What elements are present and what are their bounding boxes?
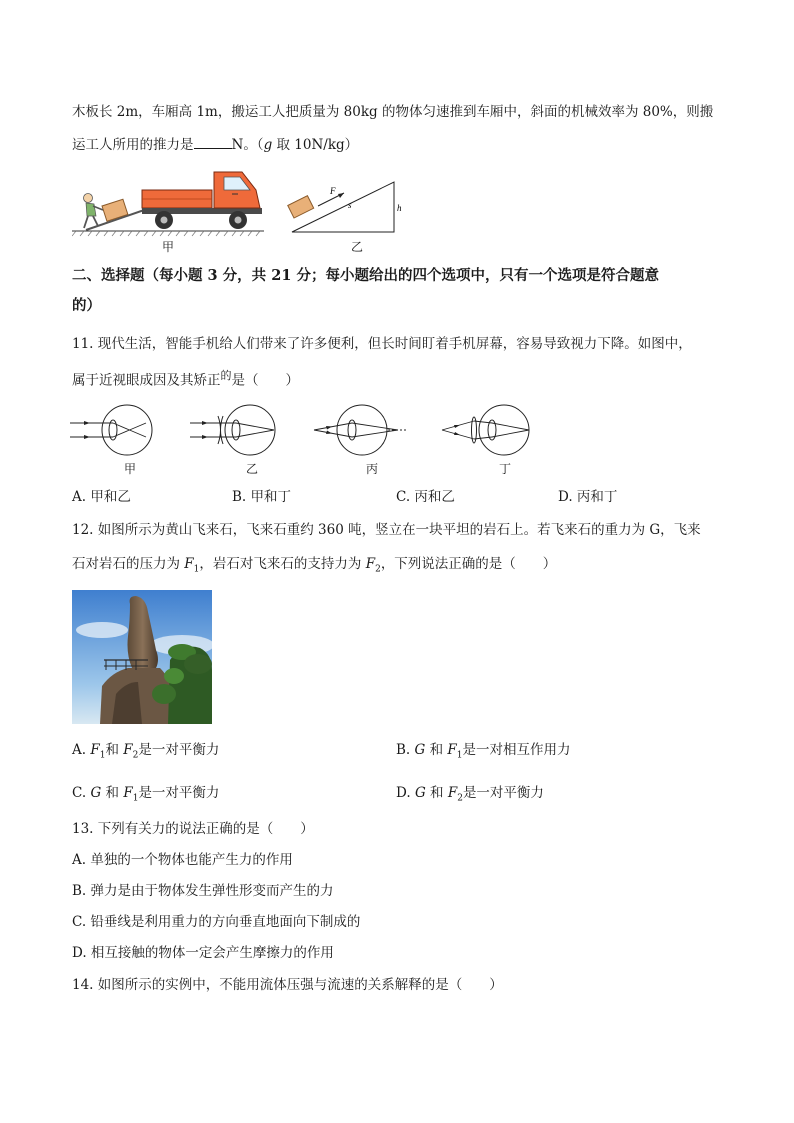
q12-option-a bbox=[72, 740, 219, 766]
sub-1: 1 bbox=[193, 564, 200, 575]
sub-1: 1 bbox=[132, 793, 139, 804]
q12-line2 bbox=[72, 554, 556, 580]
opt-b-mid: 和 bbox=[425, 742, 448, 758]
var-F: F bbox=[447, 742, 457, 758]
q13-stem: 13. 下列有关力的说法正确的是（ ） bbox=[72, 821, 314, 837]
eye-diagram-yi bbox=[190, 400, 286, 460]
q13-option-d: D. 相互接触的物体一定会产生摩擦力的作用 bbox=[72, 945, 334, 961]
q11-line2-de: 的 bbox=[220, 369, 232, 382]
opt-c-prefix: C. bbox=[72, 785, 91, 801]
q11-line2 bbox=[72, 366, 299, 391]
truck-ramp-figure bbox=[72, 168, 272, 240]
opt-d-prefix: D. bbox=[396, 785, 415, 801]
opt-a-end: 是一对平衡力 bbox=[138, 742, 220, 758]
var-F: F bbox=[123, 742, 133, 758]
opt-c-mid: 和 bbox=[101, 785, 124, 801]
q12-option-b bbox=[396, 740, 571, 766]
feilai-rock-photo bbox=[72, 590, 212, 724]
var-F: F bbox=[184, 556, 194, 572]
sub-2: 2 bbox=[375, 564, 381, 575]
label-h: h bbox=[397, 203, 402, 213]
q10-line1: 木板长 2m，车厢高 1m，搬运工人把质量为 80kg 的物体匀速推到车厢中，斜面的机械效率为 80%，则搬 bbox=[72, 104, 714, 120]
var-F: F bbox=[123, 785, 133, 801]
eye-diagram-bing bbox=[312, 400, 412, 460]
q12-line2-part-c: ，下列说法正确的是（ ） bbox=[380, 556, 557, 572]
eye-label-yi: 乙 bbox=[246, 462, 259, 476]
q11-option-d: D. 丙和丁 bbox=[558, 489, 618, 505]
opt-b-prefix: B. bbox=[396, 742, 415, 758]
g-variable: g bbox=[263, 137, 273, 153]
section-heading-line2: 的） bbox=[72, 297, 101, 314]
answer-blank bbox=[194, 134, 232, 149]
var-G: G bbox=[414, 742, 426, 758]
q12-line2-part-a: 石对岩石的压力为 bbox=[72, 556, 185, 572]
q10-line2-post: N。（ bbox=[231, 137, 264, 153]
var-F: F bbox=[90, 742, 100, 758]
q10-line2 bbox=[72, 134, 358, 155]
sub-2: 2 bbox=[457, 793, 463, 804]
eye-label-bing: 丙 bbox=[366, 462, 379, 476]
var-F: F bbox=[365, 556, 376, 572]
var-G: G bbox=[414, 785, 426, 801]
sub-1: 1 bbox=[456, 750, 463, 761]
q13-option-c: C. 铅垂线是利用重力的方向垂直地面向下制成的 bbox=[72, 914, 361, 930]
q14-stem: 14. 如图所示的实例中，不能用流体压强与流速的关系解释的是（ ） bbox=[72, 977, 503, 993]
fig-label-jia: 甲 bbox=[162, 240, 175, 254]
opt-b-end: 是一对相互作用力 bbox=[462, 742, 571, 758]
var-G: G bbox=[90, 785, 102, 801]
q13-option-b: B. 弹力是由于物体发生弹性形变而产生的力 bbox=[72, 883, 334, 899]
opt-d-mid: 和 bbox=[425, 785, 448, 801]
q11-option-b: B. 甲和丁 bbox=[232, 489, 292, 505]
sub-1: 1 bbox=[99, 750, 106, 761]
label-s: s bbox=[348, 200, 352, 210]
opt-a-prefix: A. bbox=[72, 742, 91, 758]
var-F: F bbox=[447, 785, 458, 801]
incline-figure bbox=[282, 178, 410, 238]
q11-line2-text: 属于近视眼成因及其矫正 bbox=[72, 372, 221, 389]
q12-line2-part-b: ，岩石对飞来石的支持力为 bbox=[199, 556, 366, 572]
q11-line2-end: 是（ ） bbox=[231, 372, 299, 389]
q11-option-c: C. 丙和乙 bbox=[396, 489, 455, 505]
section-heading-line1: 二、选择题（每小题 3 分，共 21 分；每小题给出的四个选项中，只有一个选项是符合题意 bbox=[72, 267, 659, 284]
q11-option-a: A. 甲和乙 bbox=[72, 489, 131, 505]
q12-option-c bbox=[72, 783, 219, 809]
opt-a-mid: 和 bbox=[105, 742, 124, 758]
fig-label-yi: 乙 bbox=[351, 240, 364, 254]
q13-option-a: A. 单独的一个物体也能产生力的作用 bbox=[72, 852, 293, 868]
eye-label-ding: 丁 bbox=[499, 462, 512, 476]
label-F: F bbox=[330, 186, 336, 196]
q12-line1: 12. 如图所示为黄山飞来石，飞来石重约 360 吨，竖立在一块平坦的岩石上。若飞来石的重力为 G，飞来 bbox=[72, 522, 701, 538]
eye-diagram-ding bbox=[440, 400, 540, 460]
eye-label-jia: 甲 bbox=[124, 462, 137, 476]
sub-2: 2 bbox=[132, 750, 139, 761]
q10-line2-end: 取 10N/kg） bbox=[272, 137, 359, 153]
q12-option-d bbox=[396, 783, 544, 809]
q10-line2-pre: 运工人所用的推力是 bbox=[72, 137, 194, 153]
opt-d-end: 是一对平衡力 bbox=[462, 785, 544, 801]
q11-line1: 11. 现代生活，智能手机给人们带来了许多便利，但长时间盯着手机屏幕，容易导致视力下降。如图中， bbox=[72, 336, 692, 352]
opt-c-end: 是一对平衡力 bbox=[138, 785, 220, 801]
eye-diagram-jia bbox=[70, 400, 160, 460]
